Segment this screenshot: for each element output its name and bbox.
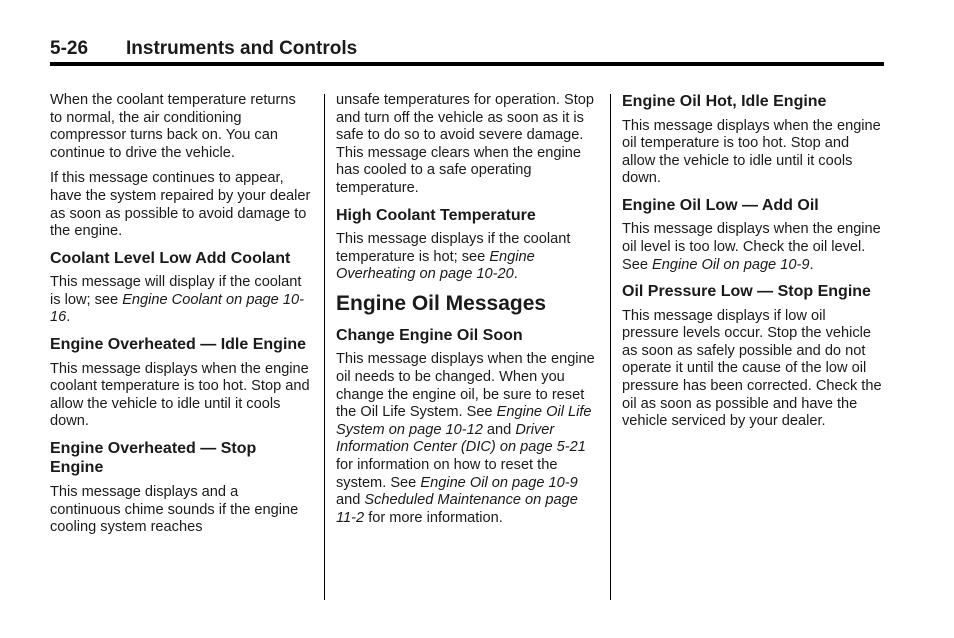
- heading-engine-overheated-idle: Engine Overheated — Idle Engine: [50, 336, 307, 354]
- heading-oil-pressure-low: Oil Pressure Low — Stop Engine: [622, 283, 871, 301]
- xref-oil-life-system[interactable]: Engine Oil Life System on page 10-12: [336, 404, 592, 438]
- column-divider-1: [324, 94, 325, 600]
- page-number: 5-26: [50, 38, 89, 59]
- text: .: [513, 266, 518, 283]
- heading-engine-oil-messages: Engine Oil Messages: [336, 291, 547, 315]
- paragraph-high-coolant: [336, 231, 598, 284]
- column-divider-2: [610, 94, 611, 600]
- paragraph-overheated-stop-cont: unsafe temperatures for operation. Stop and turn off the vehicle as soon as it is safe to do so to avoid severe damage. This message clears when the engine has cooled to a safe operating temperature.: [336, 92, 594, 196]
- heading-engine-oil-hot: Engine Oil Hot, Idle Engine: [622, 93, 827, 110]
- heading-engine-oil-low: Engine Oil Low — Add Oil: [622, 196, 819, 214]
- column-2: [336, 92, 598, 535]
- xref-engine-coolant[interactable]: Engine Coolant on page 10-16: [50, 291, 304, 326]
- paragraph-overheated-stop: This message displays and a continuous chime sounds if the engine cooling system reaches: [50, 483, 299, 536]
- section-title: Instruments and Controls: [126, 38, 358, 59]
- heading-engine-overheated-stop: Engine Overheated — Stop Engine: [50, 439, 257, 477]
- text: and: [482, 421, 516, 438]
- paragraph-overheated-idle: This message displays when the engine coolant temperature is too hot. Stop and allow the vehicle to idle until it cools down.: [50, 360, 310, 430]
- text: for more information.: [364, 509, 503, 526]
- xref-engine-oil[interactable]: Engine Oil on page 10-9: [652, 256, 810, 273]
- heading-high-coolant-temperature: High Coolant Temperature: [336, 206, 536, 224]
- text: This message displays when the engine oil level is too low. Check the oil level. See: [622, 221, 881, 273]
- xref-engine-overheating[interactable]: Engine Overheating on page 10-20: [336, 248, 535, 283]
- text: This message displays if the coolant temperature is hot; see: [336, 231, 571, 265]
- paragraph-coolant-low: [50, 274, 312, 327]
- xref-dic[interactable]: Driver Information Center (DIC) on page 5-21: [336, 421, 586, 456]
- heading-change-engine-oil-soon: Change Engine Oil Soon: [336, 326, 523, 344]
- text: This message displays when the engine oil needs to be changed. When you change the engine oil, be sure to reset the Oil Life System. See: [336, 351, 595, 421]
- paragraph-change-oil: [336, 351, 598, 527]
- column-1: [50, 92, 312, 545]
- xref-scheduled-maintenance[interactable]: Scheduled Maintenance on page 11-2: [336, 492, 578, 526]
- column-3: [622, 92, 884, 439]
- xref-engine-oil[interactable]: Engine Oil on page 10-9: [420, 474, 578, 491]
- text: .: [809, 256, 814, 273]
- paragraph-repair-advice: If this message continues to appear, have the system repaired by your dealer as soon as possible to avoid damage to the engine.: [50, 170, 311, 240]
- text: and: [336, 492, 365, 509]
- text: for information on how to reset the system. See: [336, 456, 558, 491]
- heading-coolant-level-low: Coolant Level Low Add Coolant: [50, 249, 291, 267]
- text: This message will display if the coolant is low; see: [50, 274, 302, 308]
- paragraph-coolant-normal: When the coolant temperature returns to normal, the air conditioning compressor turns back on. You can continue to drive the vehicle.: [50, 92, 296, 161]
- paragraph-oil-low: [622, 221, 884, 274]
- text: .: [66, 309, 71, 326]
- paragraph-oil-pressure: This message displays if low oil pressure levels occur. Stop the vehicle as soon as safely possible and do not operate it until the cause of the low oil pressure has been corrected. Check the oil as soon as possible and have the vehicle serviced by your dealer.: [622, 307, 882, 430]
- header-rule: [50, 62, 884, 66]
- paragraph-oil-hot: This message displays when the engine oil temperature is too hot. Stop and allow the vehicle to idle until it cools down.: [622, 117, 881, 187]
